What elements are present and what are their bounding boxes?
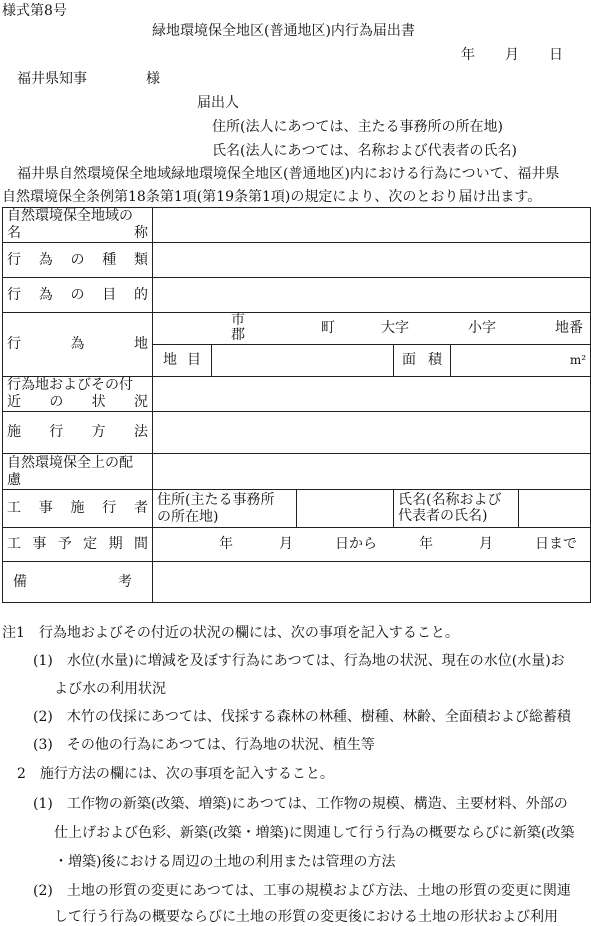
remarks-char: 考 — [118, 573, 132, 590]
act-type-char: 行 — [7, 251, 21, 268]
contractor-name-cell — [394, 490, 591, 528]
note-1-3: (3) その他の行為にあつては、行為地の状況、植生等 — [33, 737, 375, 753]
note-1-1-line2: よび水の利用状況 — [54, 681, 166, 697]
area-size-label — [394, 345, 451, 377]
note-1-1-line1: (1) 水位(水量)に増減を及ぼす行為にあつては、行為地の状況、現在の水位(水量)お — [33, 653, 565, 669]
act-purpose-char: 目 — [102, 286, 117, 303]
period-until-label: 日まで — [535, 536, 577, 552]
row-method — [3, 412, 591, 454]
act-type-label — [3, 243, 153, 278]
contractor-name-value[interactable] — [519, 490, 590, 527]
remarks-label — [3, 562, 153, 603]
note-1: 注1 行為地およびその付近の状況の欄には、次の事項を記入すること。 — [2, 625, 459, 641]
location-address-value[interactable] — [153, 313, 591, 345]
notification-form-table — [2, 207, 591, 603]
contractor-address-label — [153, 490, 297, 528]
consideration-value[interactable] — [153, 454, 591, 490]
surroundings-char: 状 — [91, 394, 106, 410]
period-char: 期 — [108, 536, 123, 552]
area-unit: m² — [569, 353, 587, 367]
intro-line-2: 自然環境保全条例第18条第1項(第19条第1項)の規定により、次のとおり届け出ます。 — [2, 189, 542, 205]
surroundings-value[interactable] — [153, 377, 591, 412]
contractor-address-line1: 住所(主たる事務所 — [157, 491, 275, 508]
location-char: 地 — [134, 336, 148, 352]
consideration-label-line2: 慮 — [7, 471, 21, 488]
town-label: 町 — [321, 320, 335, 336]
location-char: 為 — [70, 336, 85, 352]
area-size-char: 積 — [428, 352, 442, 368]
consideration-label-line1: 自然環境保全上の配 — [7, 454, 133, 471]
contractor-char: 者 — [134, 500, 148, 516]
contractor-address-value[interactable] — [297, 490, 394, 528]
act-purpose-label — [3, 278, 153, 313]
row-remarks — [3, 562, 591, 603]
act-type-char: 類 — [134, 251, 148, 268]
row-area-name — [3, 208, 591, 243]
document-title: 緑地環境保全地区(普通地区)内行為届出書 — [152, 23, 415, 39]
period-from-label: 日から — [335, 536, 377, 552]
remarks-char: 備 — [13, 573, 27, 590]
period-char: 工 — [7, 536, 21, 552]
city-label: 市 — [231, 312, 245, 328]
city-county-label — [231, 313, 245, 343]
notifier-name-label: 氏名(法人にあつては、名称および代表者の氏名) — [212, 143, 517, 159]
note-2-1-line2: 仕上げおよび色彩、新築(改築・増築)に関連して行う行為の概要ならびに新築(改築 — [54, 825, 575, 841]
surroundings-char: 近 — [7, 394, 21, 410]
form-number: 様式第8号 — [2, 3, 67, 19]
oaza-label: 大字 — [381, 320, 409, 336]
period-year-end: 年 — [419, 536, 433, 552]
surroundings-char: 況 — [133, 394, 148, 410]
row-contractor — [3, 490, 591, 528]
date-day-label: 日 — [549, 47, 563, 63]
row-act-purpose — [3, 278, 591, 313]
row-consideration — [3, 454, 591, 490]
land-category-char: 地 — [163, 352, 177, 368]
area-name-label-sho: 称 — [134, 225, 148, 241]
row-act-type — [3, 243, 591, 278]
notifier-label: 届出人 — [197, 95, 239, 111]
act-purpose-char: の — [70, 286, 85, 303]
intro-line-1: 福井県自然環境保全地域緑地環境保全地区(普通地区)内における行為について、福井県 — [17, 166, 560, 182]
surroundings-char: の — [49, 394, 64, 410]
period-value[interactable] — [153, 528, 591, 562]
contractor-name-line1: 氏名(名称および — [398, 492, 502, 508]
surroundings-label-line1: 行為地およびその付 — [7, 377, 133, 393]
contractor-name-line2: 代表者の氏名) — [398, 508, 488, 524]
note-1-2: (2) 木竹の伐採にあつては、伐採する森林の林種、樹種、林齢、全面積および総蓄積 — [33, 709, 571, 725]
surroundings-label — [3, 377, 153, 412]
method-label — [3, 412, 153, 454]
area-size-value[interactable] — [451, 345, 591, 377]
area-name-label-line1: 自然環境保全地域の — [7, 208, 133, 224]
method-char: 方 — [91, 424, 106, 440]
period-char: 定 — [83, 536, 98, 552]
addressee: 福井県知事 — [17, 71, 87, 87]
period-char: 間 — [133, 536, 148, 552]
act-purpose-char: 為 — [38, 286, 53, 303]
area-name-label — [3, 208, 153, 243]
method-value[interactable] — [153, 412, 591, 454]
area-size-char: 面 — [402, 352, 416, 368]
land-category-value[interactable] — [212, 345, 394, 377]
contractor-char: 工 — [7, 500, 21, 516]
note-2-1-line1: (1) 工作物の新築(改築、増築)にあつては、工作物の規模、構造、主要材料、外部の — [33, 796, 568, 812]
consideration-label — [3, 454, 153, 490]
act-purpose-char: 行 — [7, 286, 21, 303]
note-2: 2 施行方法の欄には、次の事項を記入すること。 — [17, 766, 334, 782]
act-type-value[interactable] — [153, 243, 591, 278]
act-purpose-char: 的 — [134, 286, 148, 303]
location-label — [3, 313, 153, 377]
honorific: 様 — [146, 71, 160, 87]
period-month-start: 月 — [279, 536, 293, 552]
land-category-char: 目 — [187, 352, 201, 368]
period-char: 事 — [32, 536, 47, 552]
period-char: 予 — [57, 536, 72, 552]
row-location-address — [3, 313, 591, 345]
contractor-name-label — [394, 490, 519, 527]
period-month-end: 月 — [479, 536, 493, 552]
period-year-start: 年 — [219, 536, 233, 552]
contractor-char: 施 — [70, 500, 85, 516]
act-type-char: 為 — [38, 251, 53, 268]
note-2-2-line2: して行う行為の概要ならびに土地の形質の変更後における土地の形状および利用 — [54, 909, 558, 925]
remarks-value[interactable] — [153, 562, 591, 603]
banchi-label: 地番 — [555, 320, 583, 336]
act-type-char: の — [70, 251, 85, 268]
location-char: 行 — [7, 336, 21, 352]
land-category-label — [153, 345, 212, 377]
method-char: 施 — [7, 424, 21, 440]
note-2-2-line1: (2) 土地の形質の変更にあつては、工事の規模および方法、土地の形質の変更に関連 — [33, 883, 571, 899]
koaza-label: 小字 — [468, 320, 496, 336]
row-period — [3, 528, 591, 562]
county-label: 郡 — [231, 327, 245, 343]
area-name-label-na: 名 — [7, 225, 21, 241]
contractor-char: 行 — [102, 500, 117, 516]
contractor-char: 事 — [38, 500, 53, 516]
act-type-char: 種 — [102, 251, 117, 268]
row-surroundings — [3, 377, 591, 412]
area-name-value[interactable] — [153, 208, 591, 243]
method-char: 行 — [49, 424, 64, 440]
note-2-1-line3: ・増築)後における周辺の土地の利用または管理の方法 — [54, 854, 396, 870]
date-year-label: 年 — [461, 47, 475, 63]
contractor-address-line2: の所在地) — [157, 508, 219, 525]
contractor-label — [3, 490, 153, 528]
date-month-label: 月 — [505, 47, 519, 63]
act-purpose-value[interactable] — [153, 278, 591, 313]
method-char: 法 — [133, 424, 148, 440]
notifier-address-label: 住所(法人にあつては、主たる事務所の所在地) — [212, 119, 503, 135]
period-label — [3, 528, 153, 562]
